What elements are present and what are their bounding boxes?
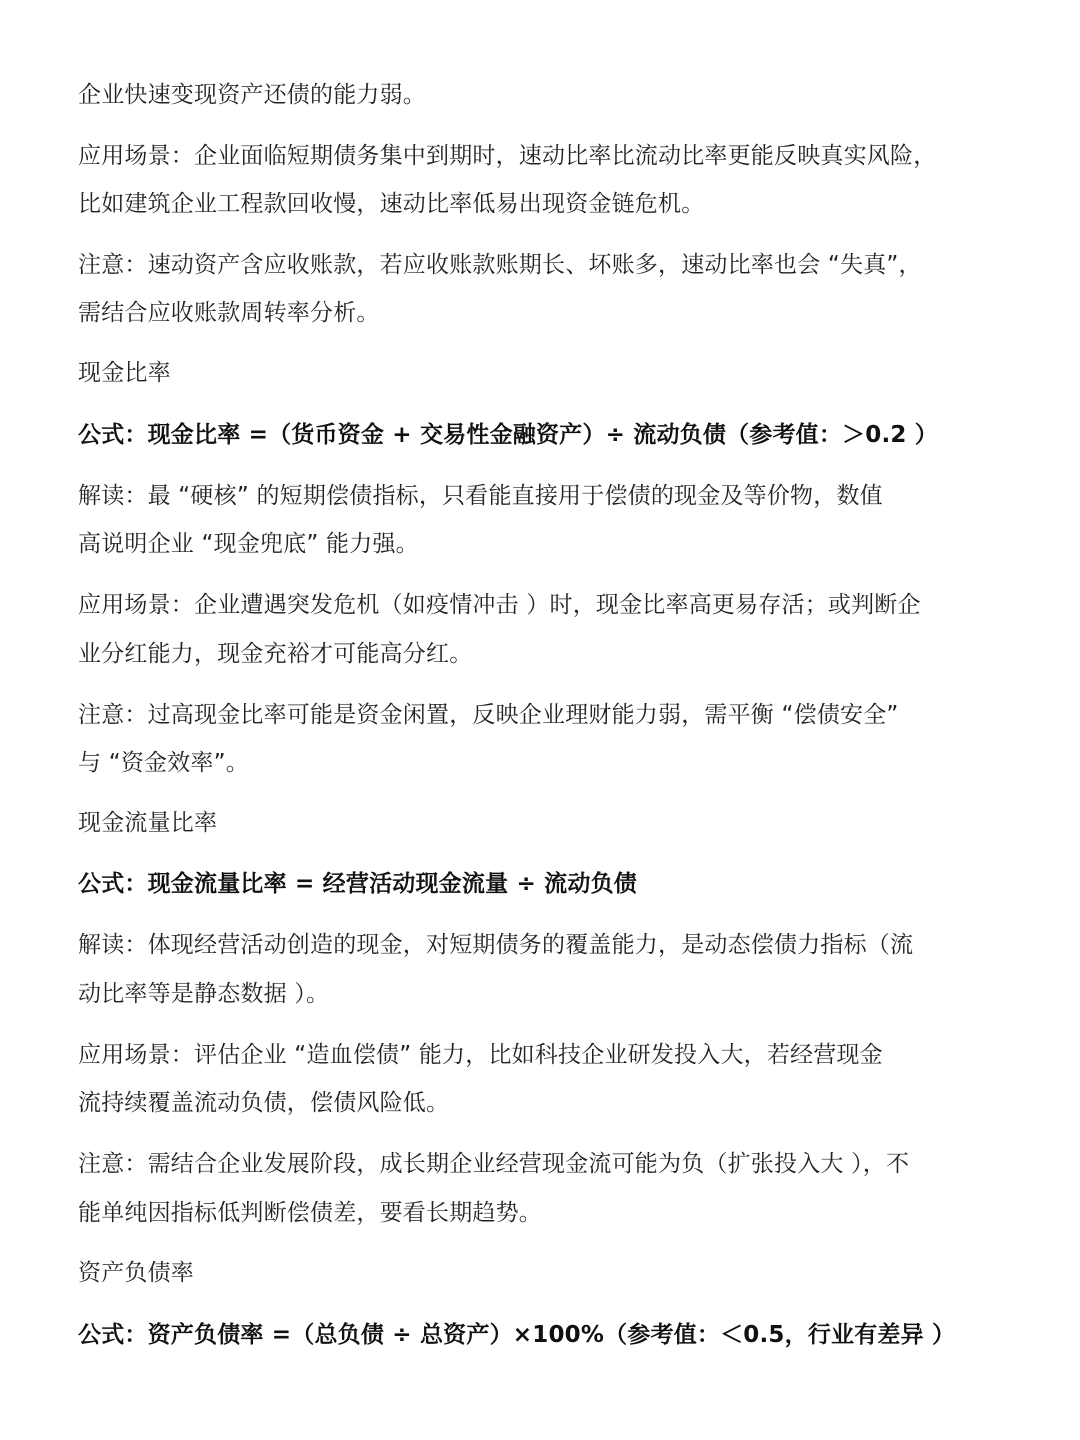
text-line: 流持续覆盖流动负债，偿债风险低。 — [78, 1090, 450, 1116]
text-line: 动比率等是静态数据 ）。 — [78, 981, 330, 1007]
text-line: 与 “资金效率”。 — [78, 750, 249, 776]
text-line: 高说明企业 “现金兜底” 能力强。 — [78, 531, 419, 557]
text-line: 应用场景：企业遭遇突发危机（如疫情冲击 ）时，现金比率高更易存活；或判断企 — [78, 592, 921, 618]
section-heading: 现金流量比率 — [78, 810, 218, 836]
section-heading: 现金比率 — [78, 360, 171, 386]
text-line: 解读：体现经营活动创造的现金，对短期债务的覆盖能力，是动态偿债力指标（流 — [78, 932, 914, 958]
text-line: 需结合应收账款周转率分析。 — [78, 300, 380, 326]
text-line: 应用场景：评估企业 “造血偿债” 能力，比如科技企业研发投入大，若经营现金 — [78, 1042, 883, 1068]
text-line: 应用场景：企业面临短期债务集中到期时，速动比率比流动比率更能反映真实风险， — [78, 143, 937, 169]
text-line: 注意：过高现金比率可能是资金闲置，反映企业理财能力弱，需平衡 “偿债安全” — [78, 702, 899, 728]
formula-line: 公式：现金比率 =（货币资金 + 交易性金融资产）÷ 流动负债（参考值：＞0.2 ） — [78, 422, 938, 448]
text-line: 比如建筑企业工程款回收慢，速动比率低易出现资金链危机。 — [78, 191, 705, 217]
text-line: 注意：需结合企业发展阶段，成长期企业经营现金流可能为负（扩张投入大 ），不 — [78, 1151, 910, 1177]
formula-line: 公式：资产负债率 =（总负债 ÷ 总资产）×100%（参考值：＜0.5，行业有差异 ） — [78, 1322, 956, 1348]
text-line: 能单纯因指标低判断偿债差，要看长期趋势。 — [78, 1200, 542, 1226]
text-line: 企业快速变现资产还债的能力弱。 — [78, 82, 426, 108]
formula-line: 公式：现金流量比率 = 经营活动现金流量 ÷ 流动负债 — [78, 871, 637, 897]
text-line: 注意：速动资产含应收账款，若应收账款账期长、坏账多，速动比率也会 “失真”， — [78, 252, 922, 278]
text-line: 解读：最 “硬核” 的短期偿债指标，只看能直接用于偿债的现金及等价物，数值 — [78, 483, 883, 509]
section-heading: 资产负债率 — [78, 1260, 194, 1286]
text-line: 业分红能力，现金充裕才可能高分红。 — [78, 641, 473, 667]
